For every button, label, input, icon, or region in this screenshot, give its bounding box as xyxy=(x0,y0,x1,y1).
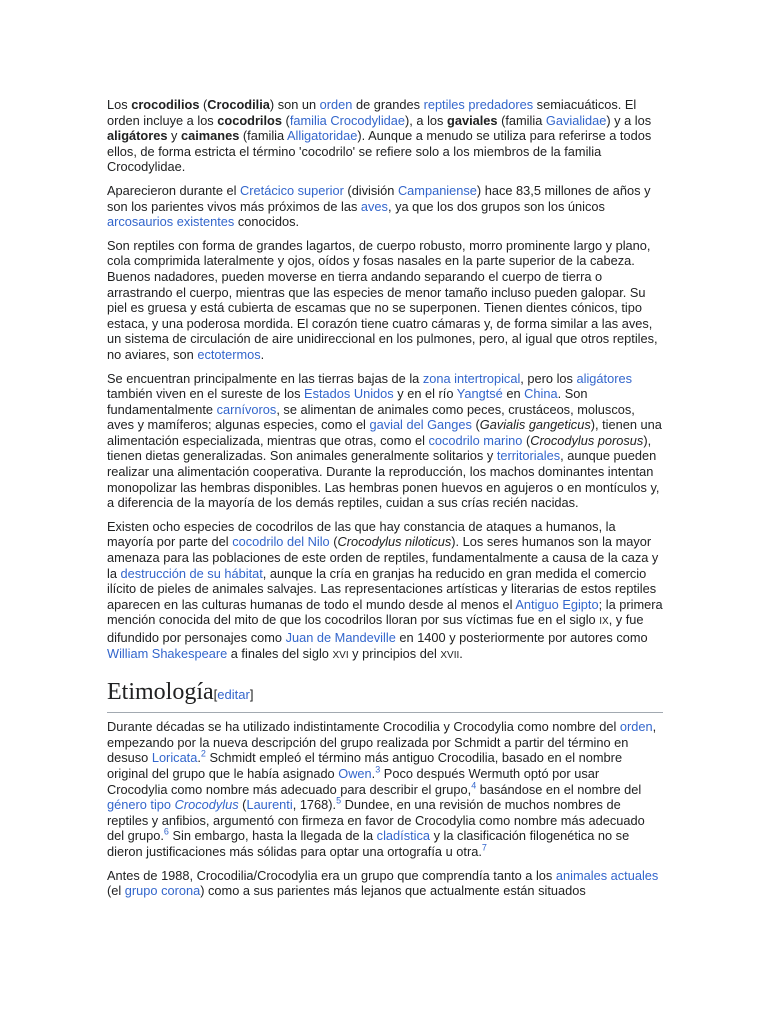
text-run: , y fue difundido por personajes como xyxy=(107,612,644,645)
wiki-link[interactable]: Antiguo Egipto xyxy=(515,596,599,612)
text-run: ) son un xyxy=(269,97,320,112)
text-run: crocodilios xyxy=(131,97,200,112)
wiki-link[interactable]: aligátores xyxy=(576,370,632,386)
text-run: Los xyxy=(107,97,132,112)
edit-section: [editar] xyxy=(213,687,254,703)
text-run: ) hace 83,5 millones de años y son los parientes vivos más próximos de las xyxy=(107,182,651,214)
text-run: , aunque pueden realizar una alimentación cooperativa. Durante la reproducción, los machos dominantes intentan monopolizar las hembras disponibles. Las hembras ponen huevos en agujeros o en montículos y, a diferencia de la mayoría de los demás reptiles, cuidan a sus crías recién nacidas. xyxy=(107,448,660,511)
section-heading-etimologia xyxy=(107,677,663,713)
text-run: Schmidt empleó el término más antiguo Crocodilia, basado en el nombre original del grupo que le había asignado xyxy=(107,750,623,781)
wiki-link[interactable]: Juan de Mandeville xyxy=(285,630,396,645)
wiki-link[interactable]: Crocodylus xyxy=(174,797,239,813)
intro-paragraph xyxy=(107,183,663,230)
text-run: también viven en el sureste de los xyxy=(107,386,305,402)
text-run: aligátores xyxy=(107,128,168,144)
text-run: y la clasificación filogenética no se dieron justificaciones más sólidas para optar una ortografía u otra. xyxy=(107,828,630,859)
text-run: y en el río xyxy=(393,386,457,402)
text-run: gaviales xyxy=(447,112,498,128)
text-run: en 1400 y posteriormente por autores como xyxy=(395,630,648,645)
etymology-section xyxy=(107,719,663,899)
text-run: Crocodylus porosus xyxy=(530,432,644,448)
intro-paragraph xyxy=(107,97,663,175)
roman-numeral: XVII xyxy=(440,649,460,661)
text-run: . xyxy=(197,750,201,766)
roman-numeral: XVI xyxy=(332,649,349,661)
text-run: cocodrilos xyxy=(217,112,282,128)
text-run: Aparecieron durante el xyxy=(107,182,241,198)
text-run: ( xyxy=(522,432,531,448)
text-run: . xyxy=(459,645,463,661)
text-run: Poco después Wermuth optó por usar Crocodylia como nombre más adecuado para describir el grupo, xyxy=(107,765,600,797)
wiki-link[interactable]: familia Crocodylidae xyxy=(289,112,406,128)
wiki-link[interactable]: orden xyxy=(619,719,653,735)
text-run: ) como a sus parientes más lejanos que actualmente están situados xyxy=(200,883,586,899)
wiki-link[interactable]: Owen xyxy=(338,765,372,781)
text-run: . Son fundamentalmente xyxy=(107,386,588,417)
text-run: , ya que los dos grupos son los únicos xyxy=(387,198,605,214)
wiki-link[interactable]: Alligatoridae xyxy=(286,128,358,144)
wiki-link[interactable]: Campaniense xyxy=(397,182,477,198)
text-run: basándose en el nombre del xyxy=(476,781,642,797)
wiki-link[interactable]: gavial del Ganges xyxy=(369,417,472,433)
text-run: ), tienen dietas generalizadas. Son animales generalmente solitarios y xyxy=(107,432,652,464)
wiki-link[interactable]: Cretácico superior xyxy=(240,182,344,198)
wiki-link[interactable]: zona intertropical xyxy=(422,370,521,386)
reference-superscript xyxy=(482,843,487,853)
wiki-link[interactable]: ectotermos xyxy=(197,346,261,362)
reference-link[interactable]: 4 xyxy=(471,780,477,791)
text-run: ( xyxy=(281,112,290,128)
wiki-link[interactable]: género tipo xyxy=(107,797,172,813)
text-run: , empezando por la nueva descripción del grupo realizada por Schmidt a partir del término en desuso xyxy=(107,719,657,766)
wiki-link[interactable]: Yangtsé xyxy=(456,386,503,402)
text-run: Son reptiles con forma de grandes lagartos, de cuerpo robusto, morro prominente largo y plano, cola comprimida lateralmente y ojos, oídos y fosas nasales en la parte superior de la cabeza. Buenos nadadores, pueden moverse en tierra andando separando el cuerpo de tierra o arrastrando el cuerpo, mientras que las especies de menor tamaño incluso pueden galopar. Su piel es gruesa y está cubierta de escamas que no se superponen. Tienen dientes cónicos, tipo estaca, y una poderosa mordida. El corazón tiene cuatro cámaras y, de forma similar a las aves, un sistema de circulación de aire unidireccional en los pulmones, pero, al igual que otros reptiles, no aviares, son xyxy=(107,237,658,362)
intro-paragraph xyxy=(107,238,663,363)
text-run: Crocodilia xyxy=(207,97,270,112)
text-run: ). Aunque a menudo se utiliza para referirse a todos ellos, de forma estricta el término 'cocodrilo' se refiere solo a los miembros de la familia Crocodylidae. xyxy=(107,128,652,175)
intro-section xyxy=(107,97,663,663)
intro-paragraph xyxy=(107,371,663,511)
text-run: en xyxy=(502,386,525,402)
text-run: Existen ocho especies de cocodrilos de las que hay constancia de ataques a humanos, la mayoría por parte del xyxy=(107,518,616,550)
text-run: , aunque la cría en granjas ha reducido en gran medida el comercio ilícito de pieles de animales salvajes. Las representaciones artísticas y literarias de estos reptiles aparecen en las culturas humanas de todo el mundo desde al menos el xyxy=(107,565,657,612)
article-body xyxy=(107,97,663,907)
wiki-link[interactable]: orden xyxy=(319,97,353,112)
text-run: a finales del siglo xyxy=(227,645,333,661)
text-run: Crocodylus niloticus xyxy=(337,534,452,550)
etymology-paragraph xyxy=(107,719,663,859)
text-run: Dundee, en una revisión de muchos nombres de reptiles y anfibios, argumentó con firmeza en favor de Crocodylia como nombre más adecuado del grupo. xyxy=(107,797,645,844)
text-run: ) y a los xyxy=(606,112,652,128)
text-run: ( xyxy=(199,97,208,112)
text-run: ). Los seres humanos son la mayor amenaza para las poblaciones de este orden de reptiles, fundamentalmente a causa de la caza y la xyxy=(107,534,659,581)
text-run: ( xyxy=(471,417,480,433)
text-run: ; la primera mención conocida del mito de que los cocodrilos lloran por sus víctimas fue en el siglo xyxy=(107,596,663,628)
text-run: Gavialis gangeticus xyxy=(479,417,591,433)
wiki-link[interactable]: William Shakespeare xyxy=(107,645,228,661)
text-run: Sin embargo, hasta la llegada de la xyxy=(168,828,377,844)
text-run: conocidos. xyxy=(234,214,300,230)
wiki-link[interactable]: arcosaurios existentes xyxy=(107,214,235,230)
wiki-link[interactable]: cocodrilo del Nilo xyxy=(232,534,330,550)
text-run: ), a los xyxy=(405,112,448,128)
wiki-link[interactable]: aves xyxy=(360,198,388,214)
reference-link[interactable]: 3 xyxy=(375,764,381,775)
wiki-link[interactable]: Gavialidae xyxy=(545,112,607,128)
wiki-link[interactable]: grupo corona xyxy=(124,883,201,899)
reference-link[interactable]: 2 xyxy=(200,749,206,760)
wiki-link[interactable]: reptiles predadores xyxy=(423,97,534,112)
text-run: ( xyxy=(329,534,338,550)
text-run: (división xyxy=(343,182,398,198)
wiki-link[interactable]: Laurenti xyxy=(246,797,293,813)
wiki-link[interactable]: destrucción de su hábitat xyxy=(120,565,263,581)
edit-link[interactable]: editar xyxy=(217,687,250,703)
text-run: Antes de 1988, Crocodilia/Crocodylia era un grupo que comprendía tanto a los xyxy=(107,867,556,883)
wiki-link[interactable]: China xyxy=(524,386,558,402)
reference-link[interactable]: 5 xyxy=(336,795,342,806)
reference-link[interactable]: 7 xyxy=(481,842,487,853)
wiki-link[interactable]: territoriales xyxy=(496,448,561,464)
text-run: de grandes xyxy=(352,97,424,112)
intro-paragraph xyxy=(107,519,663,663)
section-title: Etimología xyxy=(107,679,214,706)
wiki-link[interactable]: carnívoros xyxy=(216,401,277,417)
text-run: caimanes xyxy=(180,128,240,144)
roman-numeral: IX xyxy=(599,616,609,628)
text-run: semiacuáticos. El orden incluye a los xyxy=(107,97,637,128)
text-run: Se encuentran principalmente en las tierras bajas de la xyxy=(107,370,423,386)
wiki-link[interactable]: Loricata xyxy=(151,750,198,766)
wiki-link[interactable]: cladística xyxy=(376,828,431,844)
text-run: ), tienen una alimentación especializada, mientras que otras, como el xyxy=(107,417,662,448)
reference-link[interactable]: 6 xyxy=(163,827,169,838)
wiki-link[interactable]: cocodrilo marino xyxy=(428,432,523,448)
etymology-paragraph xyxy=(107,868,663,899)
text-run: ( xyxy=(238,797,247,813)
text-run: , pero los xyxy=(520,370,577,386)
wiki-link[interactable]: Estados Unidos xyxy=(304,386,394,402)
text-run: , 1768). xyxy=(292,797,337,813)
text-run: (familia xyxy=(497,112,546,128)
text-run: (familia xyxy=(239,128,287,144)
text-run: y principios del xyxy=(348,645,441,661)
text-run: , se alimentan de animales como peces, crustáceos, moluscos, aves y mamíferos; algunas especies, como el xyxy=(107,401,635,433)
text-run: Durante décadas se ha utilizado indistintamente Crocodilia y Crocodylia como nombre del xyxy=(107,719,620,735)
text-run: (el xyxy=(107,883,125,899)
text-run: . xyxy=(260,346,265,362)
wiki-link[interactable]: animales actuales xyxy=(555,867,659,883)
text-run: y xyxy=(167,128,181,144)
text-run: . xyxy=(371,765,376,781)
